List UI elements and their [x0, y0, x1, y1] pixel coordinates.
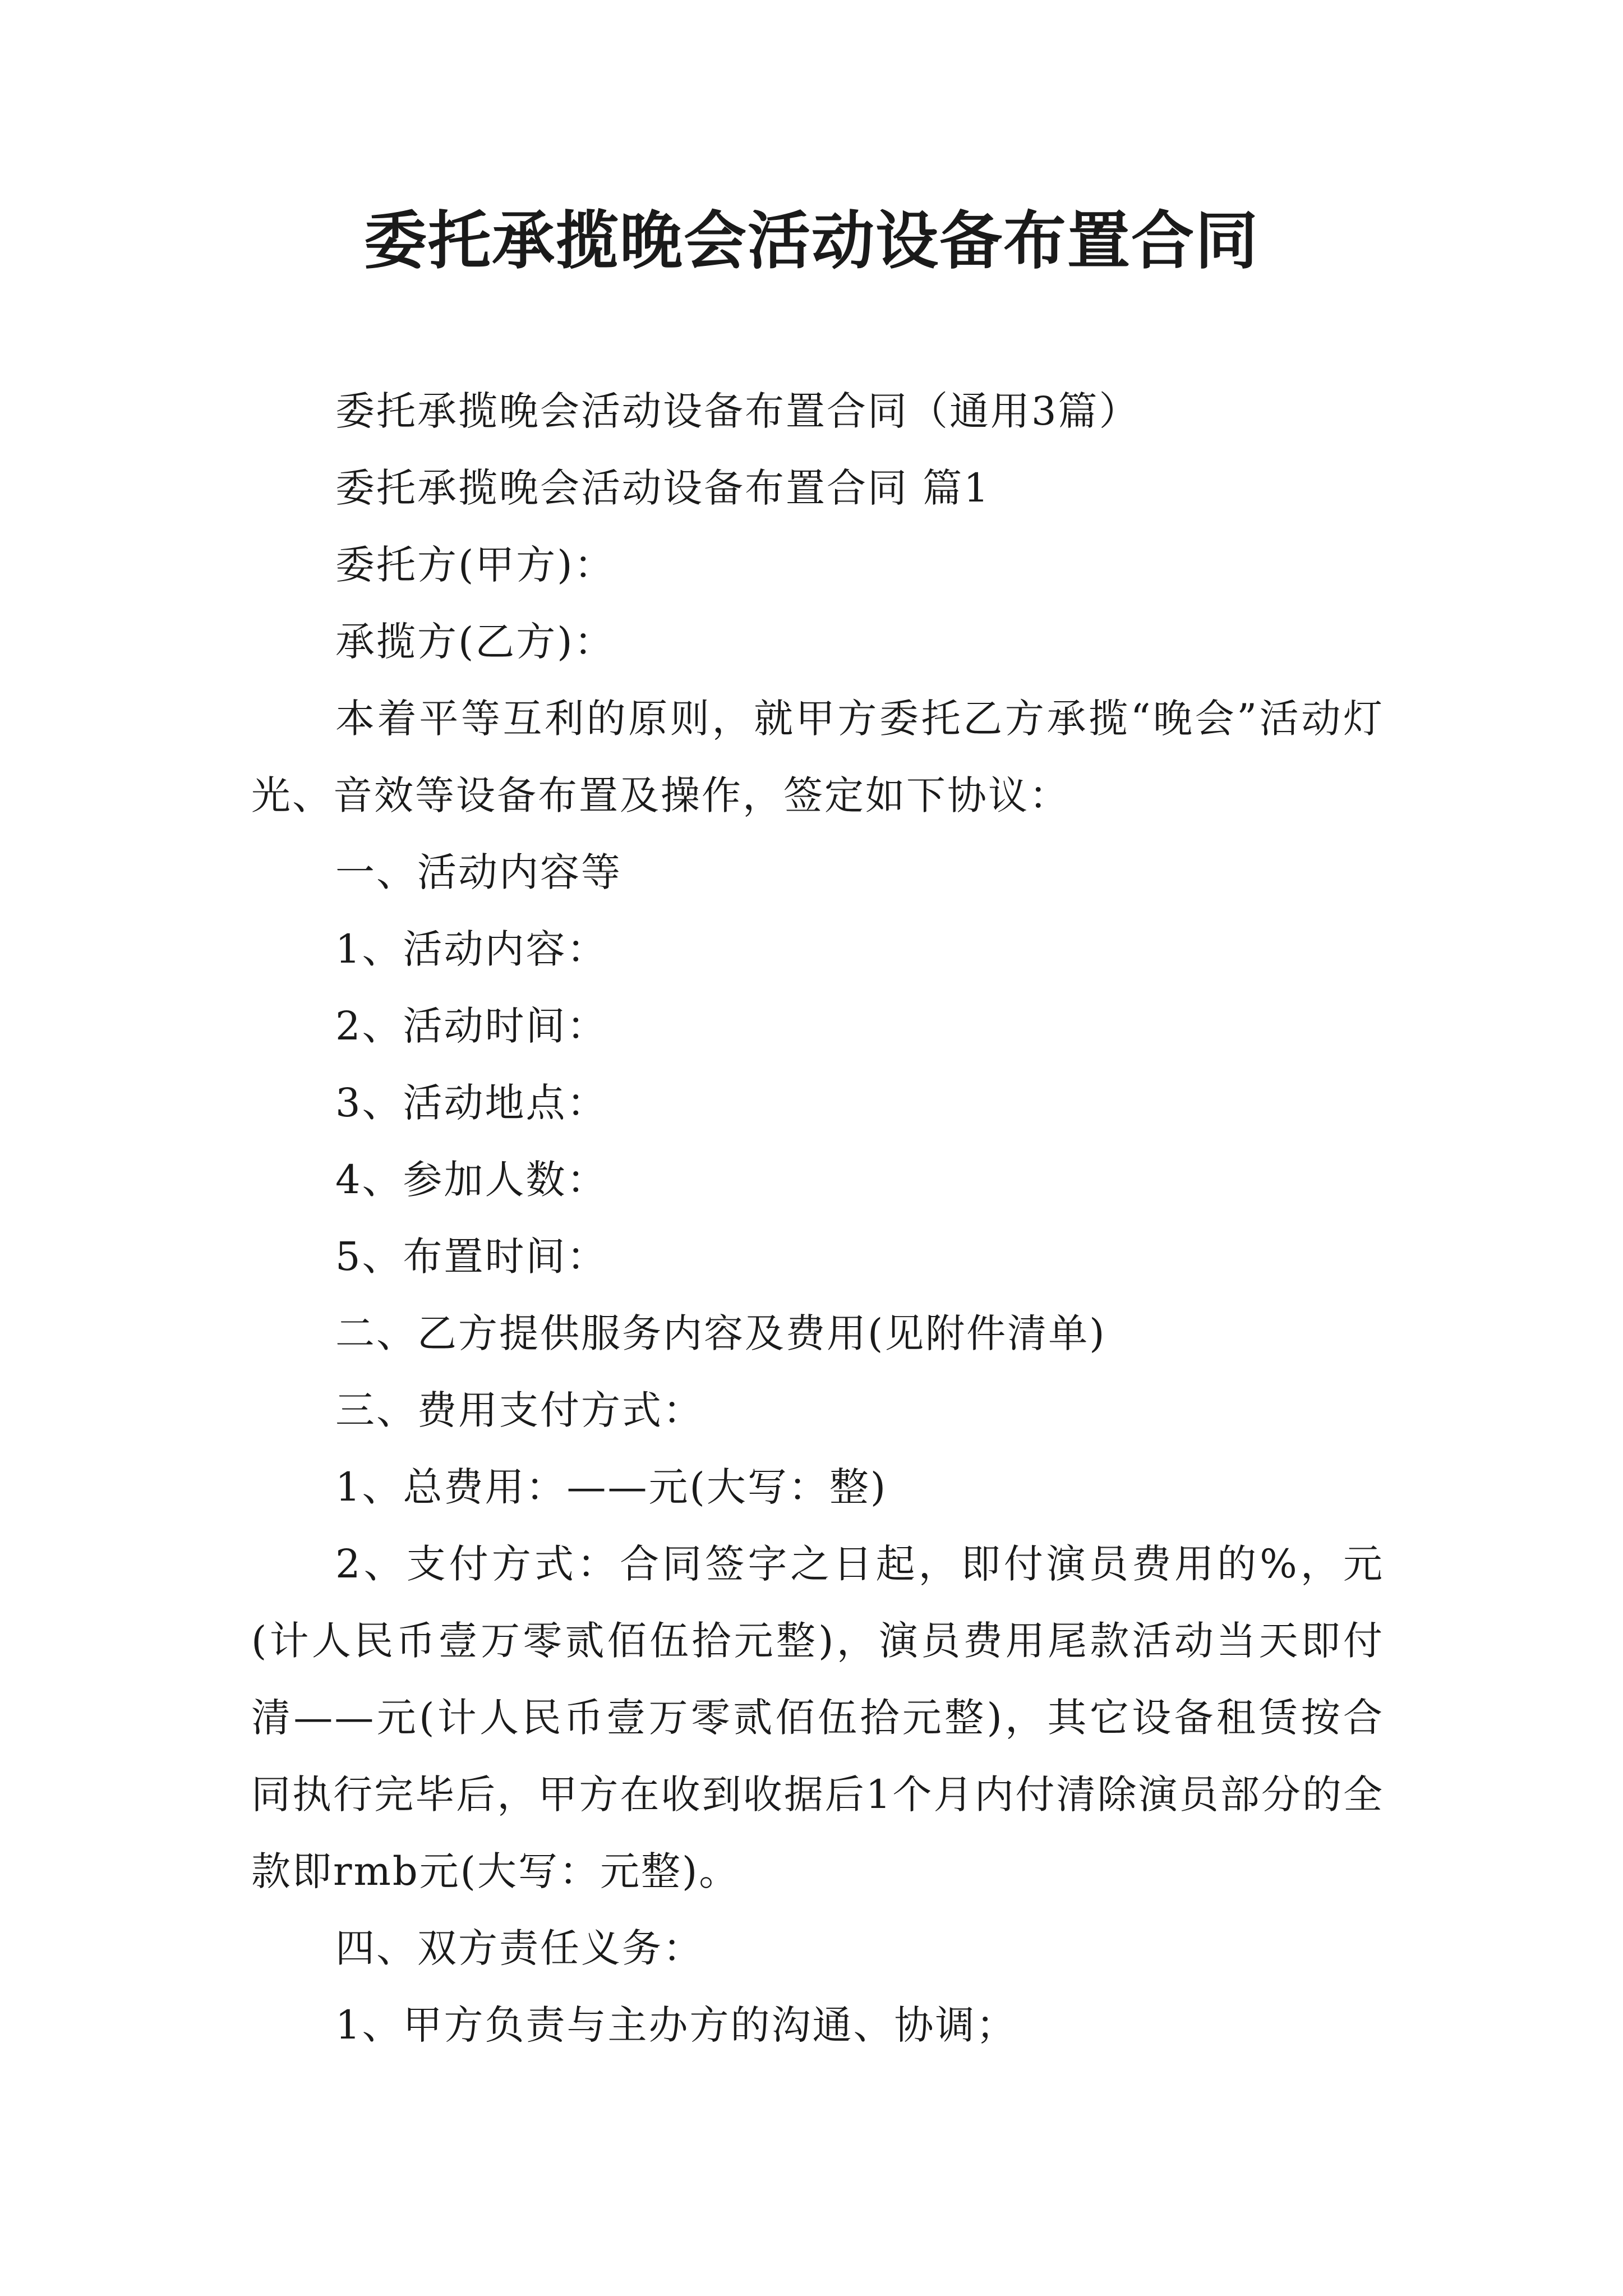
paragraph-total-fee: 1、总费用：——元(大写：整) — [335, 1464, 888, 1510]
paragraph-heading-general: 委托承揽晚会活动设备布置合同（通用3篇） — [335, 388, 1140, 434]
paragraph-party-a: 委托方(甲方)： — [335, 542, 615, 588]
paragraph-section-1: 一、活动内容等 — [335, 849, 622, 895]
paragraph-item-time: 2、活动时间： — [335, 1003, 608, 1049]
document-body — [251, 373, 1384, 2064]
paragraph-section-2: 二、乙方提供服务内容及费用(见附件清单) — [335, 1310, 1106, 1356]
paragraph-section-4: 四、双方责任义务： — [335, 1925, 704, 1971]
paragraph-item-attendees: 4、参加人数： — [335, 1157, 608, 1203]
paragraph-party-b: 承揽方(乙方)： — [335, 619, 615, 665]
paragraph-item-setup-time: 5、布置时间： — [335, 1234, 608, 1280]
paragraph-item-content: 1、活动内容： — [335, 926, 608, 972]
paragraph-heading-part1: 委托承揽晚会活动设备布置合同 篇1 — [335, 465, 990, 511]
paragraph-item-location: 3、活动地点： — [335, 1080, 608, 1126]
paragraph-payment-method: 2、支付方式：合同签字之日起，即付演员费用的%，元(计人民币壹万零贰佰伍拾元整)，演员费用尾款活动当天即付清——元(计人民币壹万零贰佰伍拾元整)，其它设备租赁按合同执行完毕后，甲方在收到收据后1个月内付清除演员部分的全款即rmb元(大写：元整)。 — [251, 1541, 1384, 1894]
document-title: 委托承揽晚会活动设备布置合同 — [364, 204, 1259, 278]
paragraph-section-3: 三、费用支付方式： — [335, 1387, 704, 1433]
paragraph-preamble: 本着平等互利的原则，就甲方委托乙方承揽“晚会”活动灯光、音效等设备布置及操作，签定如下协议： — [251, 696, 1384, 818]
paragraph-duty-1: 1、甲方负责与主办方的沟通、协调； — [335, 2002, 1017, 2048]
